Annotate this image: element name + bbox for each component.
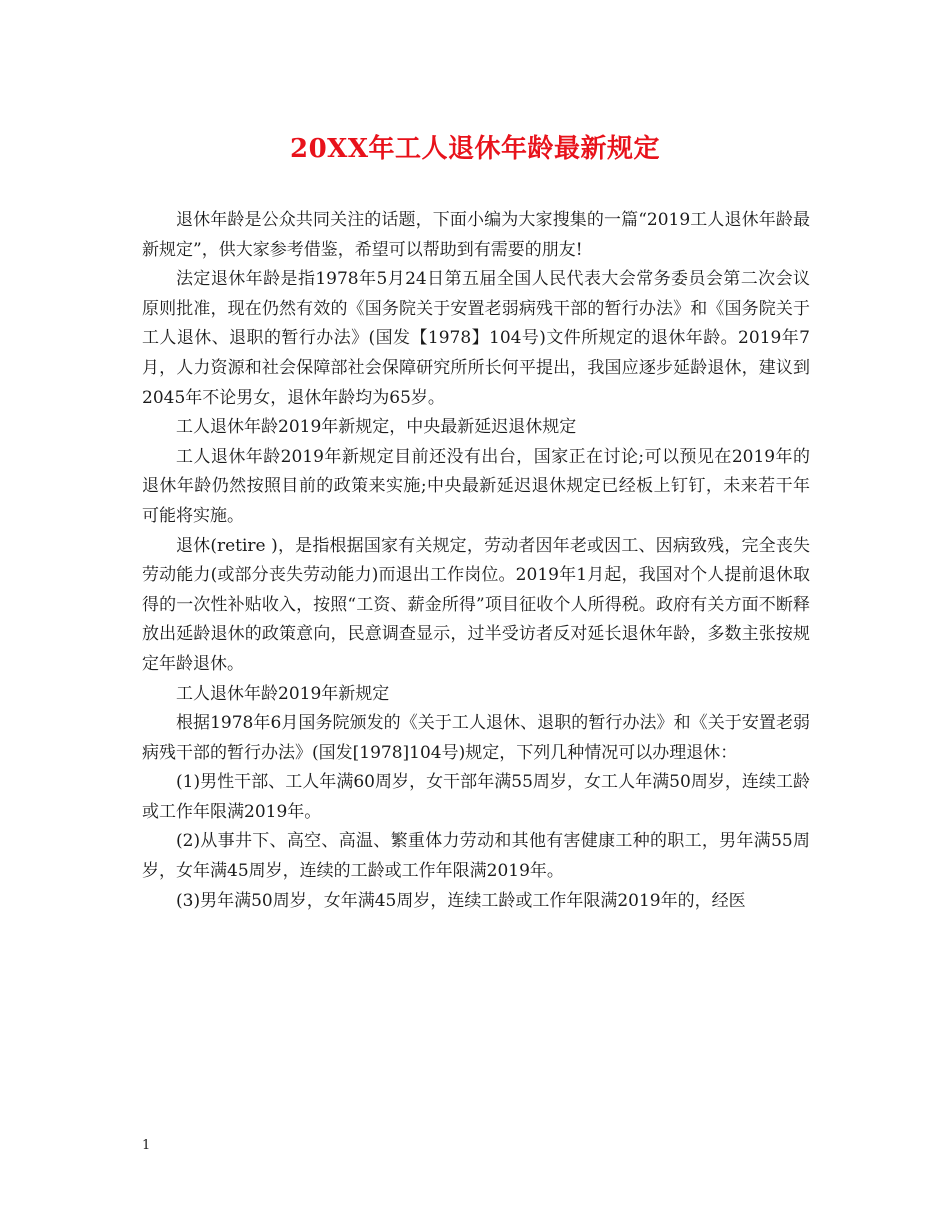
page-number: 1 (142, 1138, 151, 1153)
paragraph: 工人退休年龄2019年新规定目前还没有出台，国家正在讨论;可以预见在2019年的退休年龄仍然按照目前的政策来实施;中央最新延迟退休规定已经板上钉钉，未来若干年可能将实施。 (142, 446, 810, 526)
paragraph: 法定退休年龄是指1978年5月24日第五届全国人民代表大会常务委员会第二次会议原则批准，现在仍然有效的《国务院关于安置老弱病残干部的暂行办法》和《国务院关于工人退休、退职的暂行办法》(国发【1978】104号)文件所规定的退休年龄。2019年7月，人力资源和社会保障部社会保障研究所所长何平提出，我国应逐步延龄退休，建议到2045年不论男女，退休年龄均为65岁。 (142, 269, 810, 408)
paragraph: (3)男年满50周岁，女年满45周岁，连续工龄或工作年限满2019年的，经医 (176, 890, 746, 911)
paragraph: 退休(retire )，是指根据国家有关规定，劳动者因年老或因工、因病致残，完全丧失劳动能力(或部分丧失劳动能力)而退出工作岗位。2019年1月起，我国对个人提前退休取得的一次性补贴收入，按照“工资、薪金所得”项目征收个人所得税。政府有关方面不断释放出延龄退休的政策意向，民意调查显示，过半受访者反对延长退休年龄，多数主张按规定年龄退休。 (142, 535, 810, 674)
paragraph: 工人退休年龄2019年新规定，中央最新延迟退休规定 (176, 417, 577, 438)
document-body (142, 206, 810, 916)
paragraph: 退休年龄是公众共同关注的话题，下面小编为大家搜集的一篇“2019工人退休年龄最新规定”，供大家参考借鉴，希望可以帮助到有需要的朋友! (142, 210, 810, 260)
paragraph: 根据1978年6月国务院颁发的《关于工人退休、退职的暂行办法》和《关于安置老弱病残干部的暂行办法》(国发[1978]104号)规定，下列几种情况可以办理退休： (142, 713, 810, 763)
document-title: 20XX年工人退休年龄最新规定 (289, 134, 661, 164)
paragraph: (2)从事井下、高空、高温、繁重体力劳动和其他有害健康工种的职工，男年满55周岁，女年满45周岁，连续的工龄或工作年限满2019年。 (142, 831, 810, 882)
paragraph: 工人退休年龄2019年新规定 (176, 683, 390, 704)
paragraph: (1)男性干部、工人年满60周岁，女干部年满55周岁，女工人年满50周岁，连续工龄或工作年限满2019年。 (142, 772, 810, 822)
